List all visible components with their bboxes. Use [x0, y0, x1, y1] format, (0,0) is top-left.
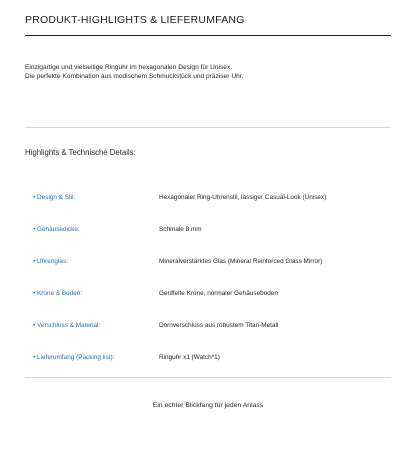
highlights-heading: Highlights & Technische Details:	[25, 148, 136, 157]
detail-row-clasp	[25, 319, 391, 333]
detail-label: • Verschluss & Material:	[33, 322, 101, 329]
detail-label: • Design & Stil:	[33, 194, 76, 201]
section-divider-bottom	[25, 377, 391, 378]
detail-row-glass	[25, 255, 391, 269]
detail-label: • Gehäusedicke:	[33, 226, 80, 233]
detail-row-design	[25, 191, 391, 205]
detail-label: • Krone & Boden:	[33, 290, 83, 297]
detail-value: Hexagonaler Ring-Uhrenstil, lässiger Casual-Look (Unisex)	[159, 194, 327, 201]
detail-label: • Uhrenglas:	[33, 258, 68, 265]
intro-line-1: Einzigartige und vielseitige Ringuhr im hexagonalen Design für Unisex.	[25, 64, 233, 71]
intro-line-2: Die perfekte Kombination aus modischem Schmuckstück und präziser Uhr.	[25, 72, 244, 80]
detail-value: Ringuhr x1 (Watch*1)	[159, 354, 220, 361]
section-divider-top	[25, 127, 391, 128]
detail-value: Mineralverstärktes Glas (Mineral Reinforced Glass Mirror)	[159, 258, 323, 265]
closing-tagline: Ein echter Blickfang für jeden Anlass	[152, 402, 264, 409]
detail-value: Dornverschluss aus robustem Titan-Metall	[159, 322, 279, 329]
intro-text	[25, 64, 391, 81]
detail-row-package	[25, 351, 391, 365]
title-divider	[25, 35, 391, 36]
detail-row-crown	[25, 287, 391, 301]
detail-row-case-thickness	[25, 223, 391, 237]
detail-label: • Lieferumfang (Packing list):	[33, 354, 115, 361]
detail-value: Schmale 8 mm	[159, 226, 202, 233]
page-title: PRODUKT-HIGHLIGHTS & LIEFERUMFANG	[25, 14, 245, 26]
detail-value: Geriffelte Krone, normaler Gehäuseboden	[159, 290, 278, 297]
